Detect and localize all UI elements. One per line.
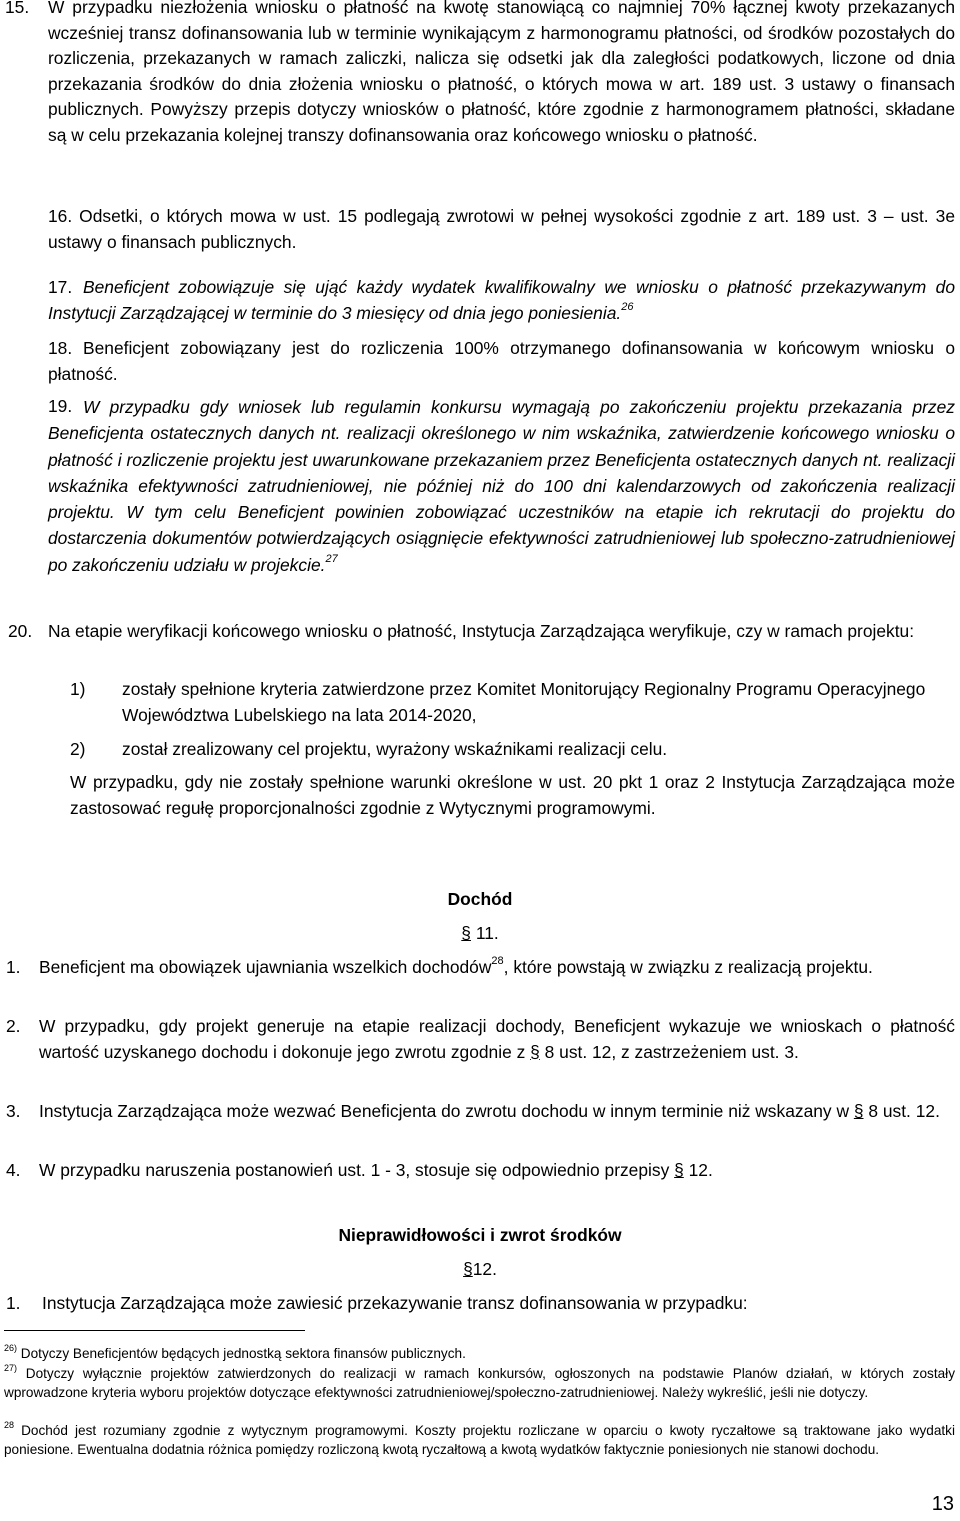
paragraph-number-11 [0,923,960,944]
item-20-text: Na etapie weryfikacji końcowego wniosku o płatność, Instytucja Zarządzająca weryfikuje, czy w ramach projektu: [48,621,915,641]
item-16-text: 16. Odsetki, o których mowa w ust. 15 podlegają zwrotowi w pełnej wysokości zgodnie z art. 189 ust. 3 – ust. 3e ustawy o finansach publicznych. [48,206,955,252]
paragraph-number: 12. [472,1259,497,1279]
page-number: 13 [931,1493,954,1515]
dochod-item-2-number: 2. [6,1016,21,1036]
dochod-item-4-sign: § [674,1160,684,1180]
dochod-item-3-number: 3. [6,1101,21,1121]
footnote-28-mark: 28 [4,1420,15,1431]
footnote-27 [4,1364,955,1402]
dochod-item-4-a: W przypadku naruszenia postanowień ust. 1 - 3, stosuje się odpowiednio przepisy [39,1160,670,1180]
paragraph-sign: § [463,1259,473,1279]
footnote-27-mark: 27) [4,1363,18,1374]
footnote-28 [4,1421,955,1459]
dochod-item-4-text [39,1158,955,1184]
dochod-item-1-number: 1. [6,957,21,977]
item-15-number: 15. [5,0,30,17]
item-20-sub2-text: został zrealizowany cel projektu, wyrażony wskaźnikami realizacji celu. [122,739,668,759]
dochod-item-1-b: , które powstają w związku z realizacją projektu. [503,957,873,977]
dochod-item-3-b: 8 ust. 12. [868,1101,940,1121]
item-18-number: 18. [48,338,73,358]
item-15-text: W przypadku niezłożenia wniosku o płatność na kwotę stanowiącą co najmniej 70% łącznej kwoty przekazanych wcześniej transz dofinansowania lub w terminie wynikającym z harmonogramu płatności, od środków pozostałych do rozliczenia, przekazanych w ramach zaliczki, nalicza się odsetki jak dla zaległości podatkowych, liczone od dnia przekazania środków do dnia złożenia wniosku o płatność, o których mowa w art. 189 ust. 3 ustawy o finansach publicznych. Powyższy przepis dotyczy wniosków o płatność, które zgodnie z harmonogramem płatności, składane są w celu przekazania kolejnej transzy dofinansowania oraz końcowego wniosku o płatność. [48,0,955,145]
footnote-26-text: Dotyczy Beneficjentów będących jednostką sektora finansów publicznych. [20,1346,466,1361]
item-17-body: Beneficjent zobowiązuje się ująć każdy wydatek kwalifikowalny we wniosku o płatność przekazywanym do Instytucji Zarządzającej w terminie do 3 miesięcy od dnia jego poniesienia. [48,277,955,323]
dochod-item-2-b: 8 ust. 12, z zastrzeżeniem ust. 3. [544,1041,799,1062]
paragraph-number-12 [0,1259,960,1280]
item-20-number: 20. [8,621,33,641]
section-heading-nieprawidlowosci: Nieprawidłowości i zwrot środków [338,1225,622,1245]
footnote-ref-26: 26 [621,300,634,313]
item-17-number: 17. [48,277,73,297]
dochod-item-1-text [39,955,955,981]
paragraph-sign: § [461,923,471,943]
item-20-sub2-number: 2) [70,739,86,759]
section-heading-dochod: Dochód [447,889,513,909]
dochod-item-3-a: Instytucja Zarządzająca może wezwać Beneficjenta do zwrotu dochodu w innym terminie niż wskazany w [39,1101,849,1121]
dochod-item-3-sign: § [853,1101,864,1121]
footnote-separator [4,1330,305,1331]
item-20-sub1-text: zostały spełnione kryteria zatwierdzone przez Komitet Monitorujący Regionalny Programu Operacyjnego Województwa Lubelskiego na lata 2014-2020, [122,679,926,725]
item-19-body: W przypadku gdy wniosek lub regulamin konkursu wymagają po zakończeniu projektu przekazania przez Beneficjenta ostatecznych danych nt. realizacji określonego w nim wskaźnika, zatwierdzenie końcowego wniosku o płatność i rozliczenie projektu jest uwarunkowane przekazaniem przez Beneficjenta ostatecznych danych nt. realizacji wskaźnika efektywności zatrudnieniowej, nie później niż do 100 dni kalendarzowych od zakończenia realizacji projektu. W tym celu Beneficjent powinien zobowiązać uczestników na etapie ich rekrutacji do projektu do dostarczenia dokumentów potwierdzających osiągnięcie efektywności zatrudnieniowej lub społeczno-zatrudnieniowej po zakończeniu udziału w projekcie. [48,397,955,575]
dochod-item-1-a: Beneficjent ma obowiązek ujawniania wszelkich dochodów [39,957,492,977]
paragraph-number: 11. [475,923,499,943]
footnote-28-text: Dochód jest rozumiany zgodnie z wytycznym programowymi. Koszty projektu rozliczane w oparciu o kwoty ryczałtowe są traktowane jako wydatki poniesione. Ewentualna dodatnia różnica pomiędzy rozliczoną kwotą ryczałtową a kwotą wydatków faktycznie poniesionych nie stanowi dochodu. [4,1423,955,1457]
footnote-26-mark: 26) [4,1343,18,1354]
dochod-item-3-text [39,1099,955,1125]
dochod-item-4-b: 12. [688,1160,713,1180]
footnote-ref-27: 27 [325,552,338,565]
dochod-item-2-a: W przypadku, gdy projekt generuje na etapie realizacji dochody, Beneficjent wykazuje we wnioskach o płatność wartość uzyskanego dochodu i dokonuje jego zwrotu zgodnie z [39,1016,955,1062]
item-17-text [48,275,955,326]
item-19-text [48,394,955,578]
item-19-number: 19. [48,396,73,416]
nieprawidlowosci-item-1-number: 1. [6,1293,21,1313]
dochod-item-2-sign: § [530,1041,540,1062]
dochod-item-4-number: 4. [6,1160,21,1180]
item-20-sub1-number: 1) [70,679,86,699]
footnote-27-text: Dotyczy wyłącznie projektów zatwierdzonych do realizacji w ramach konkursów, ogłoszonych na podstawie Planów działań, w których zostały wprowadzone kryteria wyboru projektów dotyczące efektywności zatrudnieniowej/społeczno-zatrudnieniowej. Należy wykreślić, jeśli nie dotyczy. [4,1366,955,1400]
footnote-ref-28: 28 [491,955,504,968]
item-18-text: Beneficjent zobowiązany jest do rozliczenia 100% otrzymanego dofinansowania w końcowym wniosku o płatność. [48,338,955,384]
item-20-closing: W przypadku, gdy nie zostały spełnione warunki określone w ust. 20 pkt 1 oraz 2 Instytucja Zarządzająca może zastosować regułę proporcjonalności zgodnie z Wytycznymi programowymi. [70,772,955,818]
nieprawidlowosci-item-1-text: Instytucja Zarządzająca może zawiesić przekazywanie transz dofinansowania w przypadku: [42,1293,748,1313]
footnote-26 [4,1344,955,1363]
dochod-item-2-text [39,1014,955,1065]
